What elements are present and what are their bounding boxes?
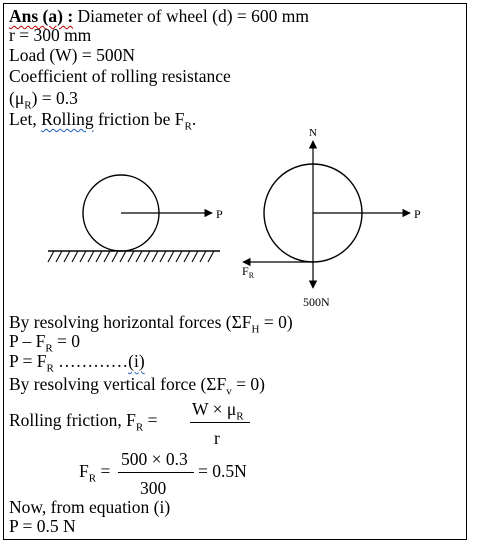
final-answer: P = 0.5 N	[9, 516, 76, 536]
numeric-denominator: 300	[140, 478, 167, 498]
left-force-p-label: P	[216, 207, 223, 221]
free-body-diagram	[242, 127, 421, 309]
resolve-horizontal-line: By resolving horizontal forces $(\Sigma F_H = 0)$	[9, 312, 293, 336]
let-statement: Let, Rolling friction be $F_R$.	[9, 109, 197, 133]
formula-denominator: r	[214, 428, 220, 448]
ground-hatching	[48, 251, 214, 262]
diameter-text: Diameter of wheel (d) = 600 mm	[77, 6, 310, 26]
normal-force-label: N	[309, 127, 317, 139]
load-line: Load (W) = 500N	[9, 45, 136, 65]
load-label: 500N	[303, 295, 330, 309]
now-from-equation: Now, from equation (i)	[9, 497, 171, 517]
coefficient-label: Coefficient of rolling resistance	[9, 66, 231, 86]
wheel-on-ground	[48, 175, 223, 262]
answer-heading: Ans (a) :	[9, 6, 74, 26]
numeric-fraction-bar	[118, 472, 194, 473]
numeric-numerator: 500 × 0.3	[121, 449, 188, 469]
equation-i: $P = F_R$ …………(i)	[9, 351, 145, 375]
formula-numerator: $W \times \mu_R$	[192, 399, 244, 423]
given-diameter-line	[9, 6, 309, 26]
radius-line: r = 300 mm	[9, 25, 92, 45]
right-force-p-label: P	[414, 207, 421, 221]
numeric-lhs: $F_R$ =	[79, 461, 111, 485]
resolve-vertical-line: By resolving vertical force $(\Sigma F_v = 0)$	[9, 374, 265, 398]
formula-fraction-bar	[190, 422, 250, 423]
coefficient-value: $(\mu_R) = 0.3$	[9, 88, 78, 112]
wheel-diagram	[0, 125, 484, 315]
equation-1: $P - F_R = 0$	[9, 331, 81, 355]
numeric-result: = 0.5N	[198, 461, 247, 481]
friction-label: $F_R$	[242, 264, 255, 280]
rolling-friction-label: Rolling friction, $F_R$ =	[9, 410, 158, 434]
